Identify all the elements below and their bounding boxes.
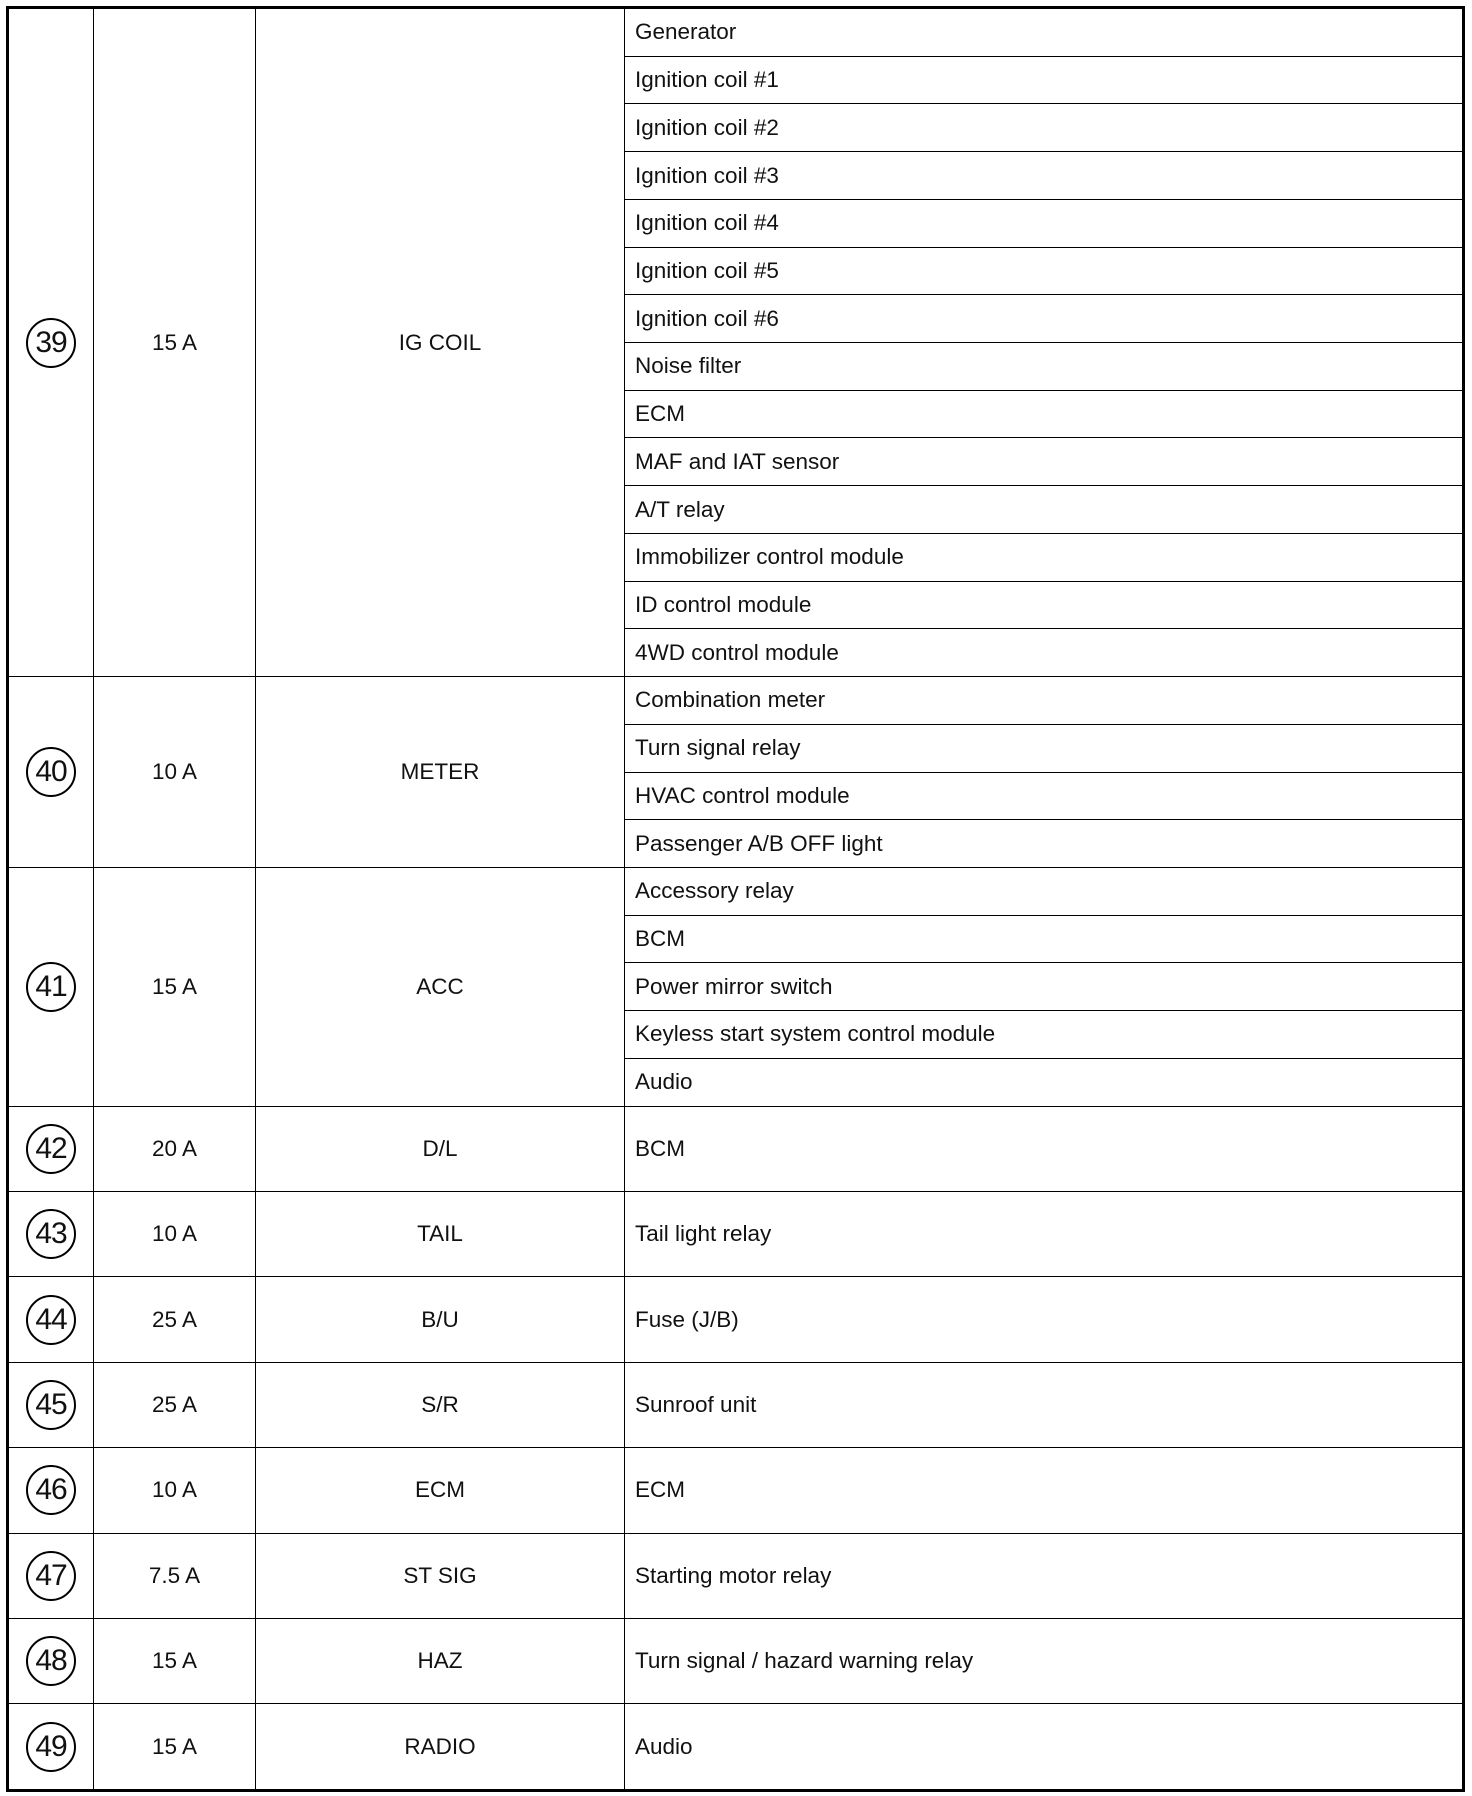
fuse-number-badge: 42	[26, 1124, 76, 1174]
fuse-table-body	[8, 8, 1464, 1791]
fuse-number-cell	[8, 1533, 94, 1618]
fuse-name: D/L	[256, 1106, 625, 1191]
protected-circuit: BCM	[625, 1106, 1464, 1191]
fuse-amperage: 10 A	[94, 1191, 256, 1276]
fuse-number-cell	[8, 1106, 94, 1191]
fuse-amperage: 15 A	[94, 1618, 256, 1703]
table-row	[8, 677, 1464, 725]
fuse-number-badge: 48	[26, 1636, 76, 1686]
protected-circuit: Fuse (J/B)	[625, 1277, 1464, 1362]
protected-circuit: Generator	[625, 8, 1464, 57]
protected-circuit: Ignition coil #1	[625, 56, 1464, 104]
fuse-number-cell	[8, 677, 94, 868]
fuse-name: ACC	[256, 867, 625, 1106]
fuse-name: S/R	[256, 1362, 625, 1447]
fuse-table	[6, 6, 1465, 1792]
fuse-number-cell	[8, 1277, 94, 1362]
fuse-name: TAIL	[256, 1191, 625, 1276]
table-row	[8, 8, 1464, 57]
protected-circuit: Ignition coil #3	[625, 152, 1464, 200]
fuse-number-cell	[8, 1448, 94, 1533]
protected-circuit: Ignition coil #5	[625, 247, 1464, 295]
fuse-number-badge: 41	[26, 962, 76, 1012]
fuse-name: IG COIL	[256, 8, 625, 677]
fuse-amperage: 15 A	[94, 1704, 256, 1791]
fuse-number-cell	[8, 8, 94, 677]
protected-circuit: Ignition coil #4	[625, 199, 1464, 247]
fuse-number-cell	[8, 1191, 94, 1276]
fuse-number-cell	[8, 867, 94, 1106]
table-row	[8, 1448, 1464, 1533]
fuse-amperage: 10 A	[94, 677, 256, 868]
protected-circuit: BCM	[625, 915, 1464, 963]
fuse-amperage: 20 A	[94, 1106, 256, 1191]
protected-circuit: Turn signal relay	[625, 724, 1464, 772]
fuse-name: ECM	[256, 1448, 625, 1533]
protected-circuit: ID control module	[625, 581, 1464, 629]
table-row	[8, 1277, 1464, 1362]
protected-circuit: Starting motor relay	[625, 1533, 1464, 1618]
protected-circuit: Audio	[625, 1058, 1464, 1106]
protected-circuit: Ignition coil #6	[625, 295, 1464, 343]
fuse-name: ST SIG	[256, 1533, 625, 1618]
fuse-number-cell	[8, 1362, 94, 1447]
protected-circuit: Audio	[625, 1704, 1464, 1791]
protected-circuit: Combination meter	[625, 677, 1464, 725]
table-row	[8, 1533, 1464, 1618]
fuse-number-badge: 47	[26, 1551, 76, 1601]
protected-circuit: Sunroof unit	[625, 1362, 1464, 1447]
table-row	[8, 867, 1464, 915]
fuse-amperage: 25 A	[94, 1277, 256, 1362]
fuse-name: B/U	[256, 1277, 625, 1362]
protected-circuit: 4WD control module	[625, 629, 1464, 677]
fuse-number-badge: 43	[26, 1209, 76, 1259]
protected-circuit: Turn signal / hazard warning relay	[625, 1618, 1464, 1703]
fuse-name: RADIO	[256, 1704, 625, 1791]
table-row	[8, 1106, 1464, 1191]
fuse-number-badge: 49	[26, 1722, 76, 1772]
protected-circuit: ECM	[625, 390, 1464, 438]
protected-circuit: HVAC control module	[625, 772, 1464, 820]
fuse-name: HAZ	[256, 1618, 625, 1703]
protected-circuit: ECM	[625, 1448, 1464, 1533]
protected-circuit: Accessory relay	[625, 867, 1464, 915]
fuse-number-cell	[8, 1618, 94, 1703]
table-row	[8, 1618, 1464, 1703]
fuse-name: METER	[256, 677, 625, 868]
protected-circuit: Immobilizer control module	[625, 533, 1464, 581]
fuse-number-badge: 40	[26, 747, 76, 797]
fuse-number-badge: 45	[26, 1380, 76, 1430]
protected-circuit: Tail light relay	[625, 1191, 1464, 1276]
fuse-number-badge: 44	[26, 1295, 76, 1345]
table-row	[8, 1191, 1464, 1276]
fuse-amperage: 15 A	[94, 8, 256, 677]
table-row	[8, 1362, 1464, 1447]
table-row	[8, 1704, 1464, 1791]
protected-circuit: MAF and IAT sensor	[625, 438, 1464, 486]
protected-circuit: Passenger A/B OFF light	[625, 820, 1464, 868]
protected-circuit: Keyless start system control module	[625, 1011, 1464, 1059]
fuse-number-cell	[8, 1704, 94, 1791]
fuse-amperage: 25 A	[94, 1362, 256, 1447]
fuse-amperage: 15 A	[94, 867, 256, 1106]
fuse-number-badge: 46	[26, 1465, 76, 1515]
protected-circuit: Power mirror switch	[625, 963, 1464, 1011]
protected-circuit: Noise filter	[625, 343, 1464, 391]
fuse-amperage: 7.5 A	[94, 1533, 256, 1618]
fuse-number-badge: 39	[26, 318, 76, 368]
protected-circuit: A/T relay	[625, 486, 1464, 534]
protected-circuit: Ignition coil #2	[625, 104, 1464, 152]
fuse-table-sheet	[6, 6, 1465, 1792]
fuse-amperage: 10 A	[94, 1448, 256, 1533]
